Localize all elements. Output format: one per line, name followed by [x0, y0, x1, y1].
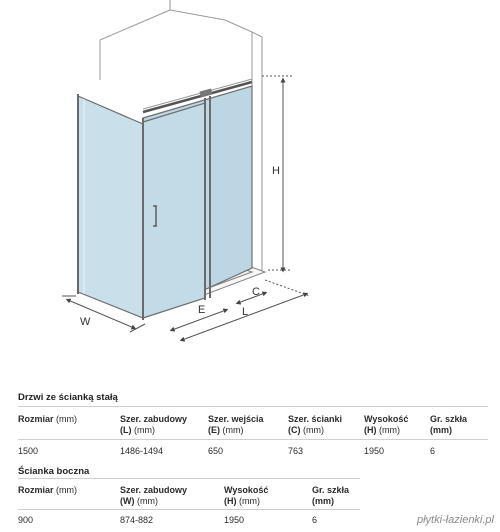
header-glass-thickness: Gr. szkła (mm) [312, 485, 350, 506]
dimension-label-w: W [80, 316, 91, 328]
cell-height: 1950 [224, 515, 245, 525]
side-glass-panel [78, 96, 143, 318]
cell-glass: 6 [312, 515, 318, 525]
table-divider [18, 478, 360, 479]
table-divider [18, 439, 488, 440]
cell-build-width: 1486-1494 [120, 446, 164, 456]
dimension-label-l: L [242, 306, 249, 318]
header-panel-width-c: Szer. ścianki (C) (mm) [288, 414, 343, 435]
header-size: Rozmiar (mm) [18, 414, 78, 424]
header-entry-width-e: Szer. wejścia (E) (mm) [208, 414, 264, 435]
watermark: płytki-łazienki.pl [416, 514, 494, 526]
dimension-label-h: H [272, 165, 280, 177]
header-size: Rozmiar (mm) [18, 485, 78, 495]
header-build-width-l: Szer. zabudowy (L) (mm) [120, 414, 188, 435]
cell-size: 900 [18, 515, 34, 525]
section-title-door-with-fixed-panel: Drzwi ze ścianką stałą [18, 392, 118, 403]
cell-glass: 6 [430, 446, 436, 456]
dimension-label-c: C [252, 286, 260, 298]
header-glass-thickness: Gr. szkła (mm) [430, 414, 468, 435]
cell-size: 1500 [18, 446, 39, 456]
table-side-panel [18, 478, 360, 528]
section-title-side-panel: Ścianka boczna [18, 466, 90, 477]
cell-entry-width: 650 [208, 446, 224, 456]
table-divider [18, 509, 360, 510]
table-divider [18, 406, 488, 407]
header-height-h: Wysokość (H) (mm) [364, 414, 409, 435]
table-door-with-fixed-panel [18, 406, 488, 466]
sliding-door-panel [143, 103, 205, 318]
cell-height: 1950 [364, 446, 385, 456]
cell-panel-width: 763 [288, 446, 304, 456]
dimension-label-e: E [198, 304, 206, 316]
cell-build-width: 874-882 [120, 515, 154, 525]
header-height-h: Wysokość (H) (mm) [224, 485, 269, 506]
header-build-width-w: Szer. zabudowy (W) (mm) [120, 485, 188, 506]
